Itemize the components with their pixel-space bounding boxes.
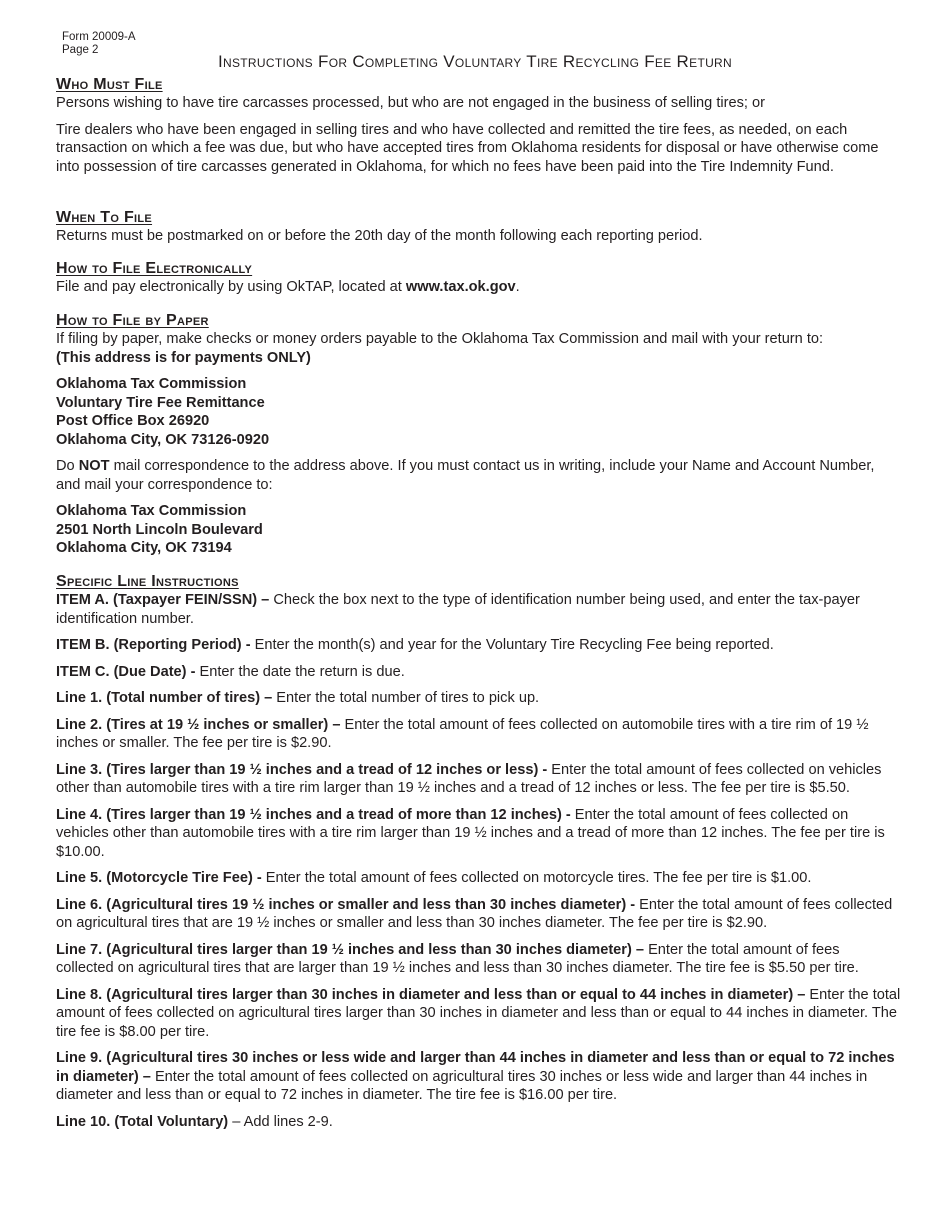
who-must-file-section <box>56 75 901 176</box>
line-instruction-item <box>56 591 901 628</box>
section-heading-file-electronically: How to File Electronically <box>56 260 253 277</box>
line-instruction-text: Enter the total amount of fees collected on agricultural tires 30 inches or less wide and larger than 44 inches in diameter and less than or equal to 72 inches in diameter. The tire fee is $16.00 per tire. <box>56 1068 868 1103</box>
line-instruction-item <box>56 896 901 933</box>
address-line: 2501 North Lincoln Boulevard <box>56 521 263 538</box>
line-instruction-text: Enter the month(s) and year for the Voluntary Tire Recycling Fee being reported. <box>250 637 774 653</box>
line-instruction-text: Enter the total amount of fees collected on automobile tires with a tire rim of 19 ½ inches or smaller. The fee per tire is $2.90. <box>56 716 869 751</box>
line-instruction-label: ITEM B. (Reporting Period) - <box>56 637 251 653</box>
address-line: Voluntary Tire Fee Remittance <box>56 394 265 411</box>
line-instruction-label: Line 4. (Tires larger than 19 ½ inches and a tread of more than 12 inches) - <box>56 806 571 823</box>
page-number: Page 2 <box>62 44 99 56</box>
line-instruction-text: Enter the total amount of fees collected on vehicles other than automobile tires with a tire rim larger than 19 ½ inches and a tread of 12 inches or less. The fee per tire is $5.50. <box>56 761 882 796</box>
line-instruction-text: Enter the total amount of fees collected on agricultural tires that are larger than 19 ½ inches and less than 30 inches diameter. The tire fee is $5.50 per tire. <box>56 941 859 976</box>
who-must-file-paragraph: Tire dealers who have been engaged in selling tires and who have collected and remitted the tire fees, as needed, on each transaction on which a fee was due, but who have accepted tires from Oklahoma residents for disposal or have otherwise come into possession of tire carcasses generated in Oklahoma, for which no fees have been paid into the Tire Indemnity Fund. <box>56 121 879 175</box>
correspondence-not-emphasis: NOT <box>78 458 110 474</box>
correspondence-text-end: mail correspondence to the address above. If you must contact us in writing, include your Name and Account Number, and mail your correspondence to: <box>56 458 875 493</box>
line-instruction-text: Enter the total number of tires to pick up. <box>272 690 540 706</box>
line-instruction-text: Enter the total amount of fees collected on agricultural tires larger than 30 inches in diameter and less than or equal to 44 inches in diameter. The tire fee is $8.00 per tire. <box>56 986 901 1040</box>
address-line: Oklahoma Tax Commission <box>56 376 247 392</box>
line-instruction-label: ITEM C. (Due Date) - <box>56 663 196 680</box>
payments-only-note <box>56 349 901 368</box>
correspondence-text-start: Do <box>56 458 79 474</box>
line-instruction-item <box>56 636 901 655</box>
section-heading-when-to-file: When To File <box>56 209 153 226</box>
line-instruction-text: Enter the date the return is due. <box>195 663 405 680</box>
section-heading-line-instructions: Specific Line Instructions <box>56 573 239 590</box>
line-instruction-text: Enter the total amount of fees collected on vehicles other than automobile tires with a tire rim larger than 19 ½ inches and a tread of more than 12 inches. The fee per tire is $10.00. <box>56 806 885 860</box>
payments-only-note-text: (This address is for payments ONLY) <box>56 349 311 366</box>
address-line: Oklahoma Tax Commission <box>56 503 247 519</box>
address-line: Post Office Box 26920 <box>56 413 210 429</box>
line-instruction-item <box>56 869 901 888</box>
section-heading-who-must-file: Who Must File <box>56 76 163 93</box>
line-instruction-label: Line 9. (Agricultural tires 30 inches or less wide and larger than 44 inches in diameter and less than or equal to 72 inches in diameter) – <box>56 1050 895 1085</box>
file-electronically-text-end: . <box>515 279 520 295</box>
line-instruction-label: Line 3. (Tires larger than 19 ½ inches and a tread of 12 inches or less) - <box>56 761 548 778</box>
line-instructions-list <box>56 591 901 1131</box>
line-instruction-item <box>56 761 901 798</box>
address-line: Oklahoma City, OK 73194 <box>56 540 232 556</box>
line-instruction-item <box>56 941 901 978</box>
line-instruction-item <box>56 1049 901 1105</box>
file-electronically-text-start: File and pay electronically by using OkTAP, located at <box>56 279 406 295</box>
line-instruction-item <box>56 716 901 753</box>
line-instruction-label: Line 7. (Agricultural tires larger than 19 ½ inches and less than 30 inches diameter) – <box>56 941 645 958</box>
who-must-file-paragraph: Persons wishing to have tire carcasses processed, but who are not engaged in the business of selling tires; or <box>56 95 766 111</box>
correspondence-instructions <box>56 457 901 494</box>
line-instruction-text: Enter the total amount of fees collected on agricultural tires that are 19 ½ inches or smaller and less than 30 inches diameter. The fee per tire is $2.90. <box>56 896 893 931</box>
file-electronically-text <box>56 278 901 297</box>
line-instruction-label: Line 6. (Agricultural tires 19 ½ inches or smaller and less than 30 inches diameter) - <box>56 896 636 913</box>
when-to-file-text: Returns must be postmarked on or before the 20th day of the month following each reporting period. <box>56 228 703 244</box>
line-instruction-label: Line 10. (Total Voluntary) <box>56 1113 229 1130</box>
file-electronically-section <box>56 259 901 297</box>
section-heading-file-by-paper: How to File by Paper <box>56 312 209 329</box>
when-to-file-section <box>56 208 901 246</box>
line-instruction-text: Check the box next to the type of identification number being used, and enter the tax-payer identification number. <box>56 592 860 627</box>
line-instruction-label: Line 8. (Agricultural tires larger than 30 inches in diameter and less than or equal to 44 inches in diameter) – <box>56 986 806 1003</box>
line-instruction-item <box>56 689 901 708</box>
line-instruction-item <box>56 663 901 682</box>
line-instruction-label: ITEM A. (Taxpayer FEIN/SSN) – <box>56 592 270 608</box>
document-title: Instructions For Completing Voluntary Tire Recycling Fee Return <box>218 52 732 71</box>
line-instruction-label: Line 1. (Total number of tires) – <box>56 690 273 706</box>
form-number: Form 20009-A <box>62 31 136 43</box>
file-by-paper-text: If filing by paper, make checks or money orders payable to the Oklahoma Tax Commission and mail with your return to: <box>56 331 824 347</box>
line-instruction-text: – Add lines 2-9. <box>228 1113 333 1130</box>
correspondence-address <box>56 502 901 558</box>
line-instruction-label: Line 5. (Motorcycle Tire Fee) - <box>56 870 262 886</box>
line-instruction-item <box>56 986 901 1042</box>
address-line: Oklahoma City, OK 73126-0920 <box>56 431 270 448</box>
file-by-paper-section <box>56 311 901 558</box>
line-instruction-item <box>56 1113 901 1132</box>
payment-address <box>56 375 901 449</box>
line-instruction-label: Line 2. (Tires at 19 ½ inches or smaller) – <box>56 716 341 733</box>
line-instruction-text: Enter the total amount of fees collected on motorcycle tires. The fee per tire is $1.00. <box>261 870 812 886</box>
line-instruction-item <box>56 806 901 862</box>
line-instructions-section <box>56 572 901 1131</box>
website-link[interactable]: www.tax.ok.gov <box>405 279 516 295</box>
